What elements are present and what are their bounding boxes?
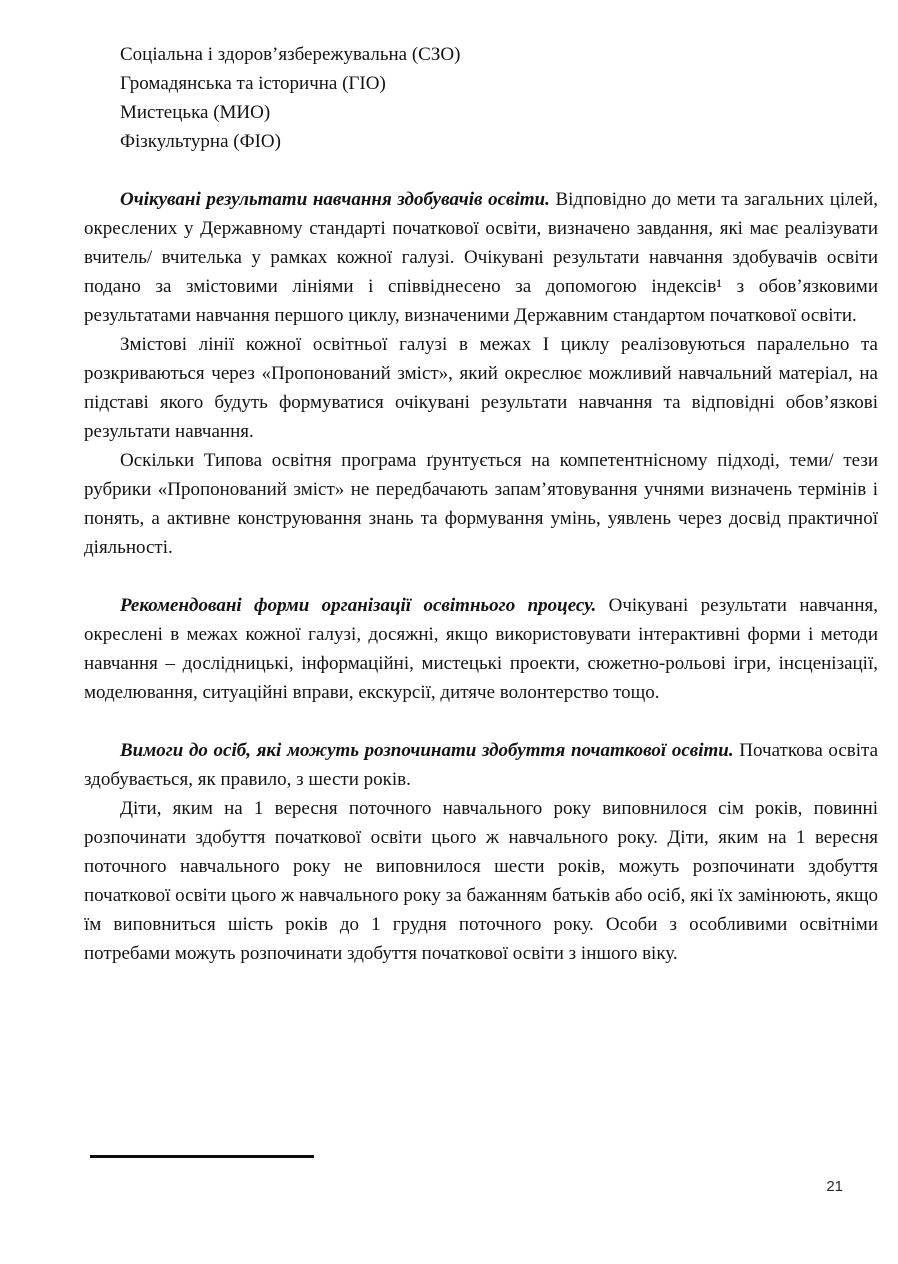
list-item-social-health: Соціальна і здоров’язбережувальна (СЗО) [120, 44, 461, 65]
paragraph-lead: Очікувані результати навчання здобувачів освіти. [120, 189, 550, 210]
paragraph-recommended-forms [84, 591, 878, 707]
footnote-separator [90, 1155, 314, 1158]
paragraph-competence-approach [84, 446, 878, 562]
paragraph-text: Змістові лінії кожної освітньої галузі в межах І циклу реалізовуються паралельно та розкриваються через «Пропонований зміст», який окреслює можливий навчальний матеріал, на підставі якого будуть формуватися очікувані результати навчання та відповідні обов’язкові результати навчання. [84, 334, 878, 442]
list-item-civic-historical: Громадянська та історична (ГІО) [120, 73, 386, 94]
paragraph-entry-requirements [84, 736, 878, 794]
paragraph-text: Початкова освіта здобувається, як правило, з шести років. [84, 740, 879, 790]
paragraph-expected-results [84, 185, 878, 330]
list-item-physical: Фізкультурна (ФІО) [120, 131, 281, 152]
paragraph-content-lines [84, 330, 878, 446]
paragraph-entry-age-rules [84, 794, 878, 968]
paragraph-text: Очікувані результати навчання, окреслені в межах кожної галузі, досяжні, якщо використовувати інтерактивні форми і методи навчання – дослідницькі, інформаційні, мистецькі проекти, сюжетно-рольові ігри, інсценізації, моделювання, ситуаційні вправи, екскурсії, дитяче волонтерство тощо. [84, 595, 879, 703]
page-body [84, 40, 878, 968]
list-item-arts: Мистецька (МИО) [120, 102, 271, 123]
paragraph-lead: Вимоги до осіб, які можуть розпочинати здобуття початкової освіти. [120, 740, 734, 761]
paragraph-text: Відповідно до мети та загальних цілей, окреслених у Державному стандарті початкової освіти, визначено завдання, які має реалізувати вчитель/ вчителька у рамках кожної галузі. Очікувані результати навчання здобувачів освіти подано за змістовими лініями і співвіднесено за допомогою індексів¹ з обов’язковими результатами навчання першого циклу, визначеними Державним стандартом початкової освіти. [84, 189, 879, 326]
paragraph-lead: Рекомендовані форми організації освітнього процесу. [120, 595, 597, 616]
paragraph-text: Діти, яким на 1 вересня поточного навчального року виповнилося сім років, повинні розпочинати здобуття початкової освіти цього ж навчального року. Діти, яким на 1 вересня поточного навчального року не виповнилося шести років, можуть розпочинати здобуття початкової освіти цього ж навчального року за бажанням батьків або осіб, які їх замінюють, якщо їм виповниться шість років до 1 грудня поточного року. Особи з особливими освітніми потребами можуть розпочинати здобуття початкової освіти з іншого віку. [84, 798, 878, 964]
paragraph-text: Оскільки Типова освітня програма ґрунтується на компетентнісному підході, теми/ тези рубрики «Пропонований зміст» не передбачають запам’ятовування учнями визначень термінів і понять, а активне конструювання знань та формування умінь, уявлень через досвід практичної діяльності. [84, 450, 878, 558]
education-branches-list [120, 40, 878, 156]
page-number: 21 [826, 1178, 843, 1195]
